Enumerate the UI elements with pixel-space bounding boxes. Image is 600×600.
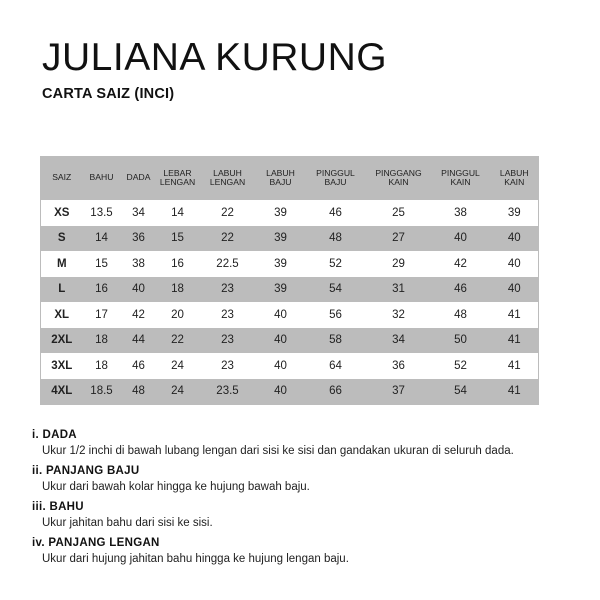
measurement-cell: 41 — [491, 379, 539, 405]
table-row — [41, 200, 539, 226]
table-row — [41, 302, 539, 328]
measurement-cell: 36 — [367, 353, 431, 379]
measurement-cell: 48 — [305, 226, 367, 252]
measurement-cell: 18 — [83, 328, 121, 354]
measurement-cell: 17 — [83, 302, 121, 328]
table-row — [41, 379, 539, 405]
measurement-cell: 23 — [199, 277, 257, 303]
size-label-cell: XS — [41, 200, 83, 226]
measurement-cell: 52 — [305, 251, 367, 277]
measurement-cell: 50 — [431, 328, 491, 354]
table-row — [41, 277, 539, 303]
measurement-cell: 20 — [157, 302, 199, 328]
measurement-cell: 39 — [257, 200, 305, 226]
note-text: Ukur dari bawah kolar hingga ke hujung bawah baju. — [42, 481, 310, 493]
header-dada: DADA — [121, 156, 157, 200]
measurement-cell: 46 — [305, 200, 367, 226]
table-row — [41, 328, 539, 354]
measurement-cell: 23 — [199, 302, 257, 328]
measurement-cell: 38 — [121, 251, 157, 277]
size-chart-table — [40, 156, 539, 405]
measurement-cell: 40 — [491, 251, 539, 277]
measurement-cell: 42 — [121, 302, 157, 328]
header-saiz: SAIZ — [41, 156, 83, 200]
measurement-cell: 24 — [157, 379, 199, 405]
header-pinggul-baju: PINGGUL BAJU — [305, 156, 367, 200]
measurement-cell: 22.5 — [199, 251, 257, 277]
note-text: Ukur 1/2 inchi di bawah lubang lengan dari sisi ke sisi dan gandakan ukuran di seluruh dada. — [42, 445, 514, 457]
table-row — [41, 226, 539, 252]
measurement-cell: 40 — [257, 379, 305, 405]
note-item — [32, 499, 592, 532]
table-row — [41, 353, 539, 379]
size-label-cell: M — [41, 251, 83, 277]
measurement-cell: 32 — [367, 302, 431, 328]
measurement-cell: 64 — [305, 353, 367, 379]
measurement-cell: 31 — [367, 277, 431, 303]
measurement-cell: 34 — [121, 200, 157, 226]
note-heading: ii. PANJANG BAJU — [32, 465, 140, 477]
measurement-cell: 44 — [121, 328, 157, 354]
size-label-cell: 2XL — [41, 328, 83, 354]
header-bahu: BAHU — [83, 156, 121, 200]
measurement-cell: 39 — [257, 251, 305, 277]
measurement-cell: 14 — [157, 200, 199, 226]
page-subtitle: CARTA SAIZ (INCI) — [42, 86, 175, 102]
size-label-cell: 4XL — [41, 379, 83, 405]
note-text: Ukur dari hujung jahitan bahu hingga ke hujung lengan baju. — [42, 553, 349, 565]
measurement-cell: 36 — [121, 226, 157, 252]
measurement-cell: 56 — [305, 302, 367, 328]
measurement-cell: 52 — [431, 353, 491, 379]
note-text: Ukur jahitan bahu dari sisi ke sisi. — [42, 517, 213, 529]
measurement-cell: 40 — [257, 328, 305, 354]
note-item — [32, 463, 592, 496]
measurement-cell: 24 — [157, 353, 199, 379]
measurement-cell: 18 — [157, 277, 199, 303]
measurement-cell: 23 — [199, 328, 257, 354]
measurement-cell: 39 — [491, 200, 539, 226]
header-labuh-baju: LABUH BAJU — [257, 156, 305, 200]
measurement-cell: 54 — [305, 277, 367, 303]
measurement-cell: 22 — [199, 200, 257, 226]
measurement-cell: 48 — [431, 302, 491, 328]
measurement-cell: 18 — [83, 353, 121, 379]
header-labuh-kain: LABUH KAIN — [491, 156, 539, 200]
measurement-cell: 40 — [121, 277, 157, 303]
measurement-cell: 40 — [491, 277, 539, 303]
measurement-cell: 15 — [83, 251, 121, 277]
measurement-cell: 23 — [199, 353, 257, 379]
measurement-cell: 34 — [367, 328, 431, 354]
note-item — [32, 535, 592, 568]
measurement-cell: 66 — [305, 379, 367, 405]
measurement-cell: 22 — [199, 226, 257, 252]
measurement-cell: 29 — [367, 251, 431, 277]
size-label-cell: 3XL — [41, 353, 83, 379]
size-label-cell: XL — [41, 302, 83, 328]
measurement-cell: 16 — [157, 251, 199, 277]
note-item — [32, 427, 592, 460]
measurement-cell: 40 — [257, 302, 305, 328]
measurement-cell: 46 — [431, 277, 491, 303]
measurement-cell: 15 — [157, 226, 199, 252]
measurement-cell: 39 — [257, 277, 305, 303]
header-pinggul-kain: PINGGUL KAIN — [431, 156, 491, 200]
note-heading: iii. BAHU — [32, 501, 84, 513]
header-lebar-lengan: LEBAR LENGAN — [157, 156, 199, 200]
measurement-cell: 54 — [431, 379, 491, 405]
measurement-cell: 58 — [305, 328, 367, 354]
page-title: JULIANA KURUNG — [42, 36, 388, 79]
measurement-cell: 46 — [121, 353, 157, 379]
measurement-cell: 22 — [157, 328, 199, 354]
measurement-cell: 41 — [491, 353, 539, 379]
measurement-cell: 42 — [431, 251, 491, 277]
table-row — [41, 251, 539, 277]
note-heading: iv. PANJANG LENGAN — [32, 537, 160, 549]
header-labuh-lengan: LABUH LENGAN — [199, 156, 257, 200]
measurement-cell: 41 — [491, 328, 539, 354]
measurement-cell: 16 — [83, 277, 121, 303]
measurement-cell: 39 — [257, 226, 305, 252]
measurement-cell: 38 — [431, 200, 491, 226]
measurement-cell: 40 — [431, 226, 491, 252]
note-heading: i. DADA — [32, 429, 77, 441]
table-header-row — [41, 156, 539, 200]
measurement-cell: 41 — [491, 302, 539, 328]
measurement-cell: 13.5 — [83, 200, 121, 226]
measurement-cell: 27 — [367, 226, 431, 252]
measurement-cell: 23.5 — [199, 379, 257, 405]
measurement-cell: 18.5 — [83, 379, 121, 405]
measurement-cell: 14 — [83, 226, 121, 252]
measurement-cell: 25 — [367, 200, 431, 226]
header-pinggang-kain: PINGGANG KAIN — [367, 156, 431, 200]
measurement-cell: 40 — [257, 353, 305, 379]
measurement-notes — [32, 427, 592, 571]
size-label-cell: L — [41, 277, 83, 303]
measurement-cell: 40 — [491, 226, 539, 252]
measurement-cell: 37 — [367, 379, 431, 405]
size-label-cell: S — [41, 226, 83, 252]
measurement-cell: 48 — [121, 379, 157, 405]
